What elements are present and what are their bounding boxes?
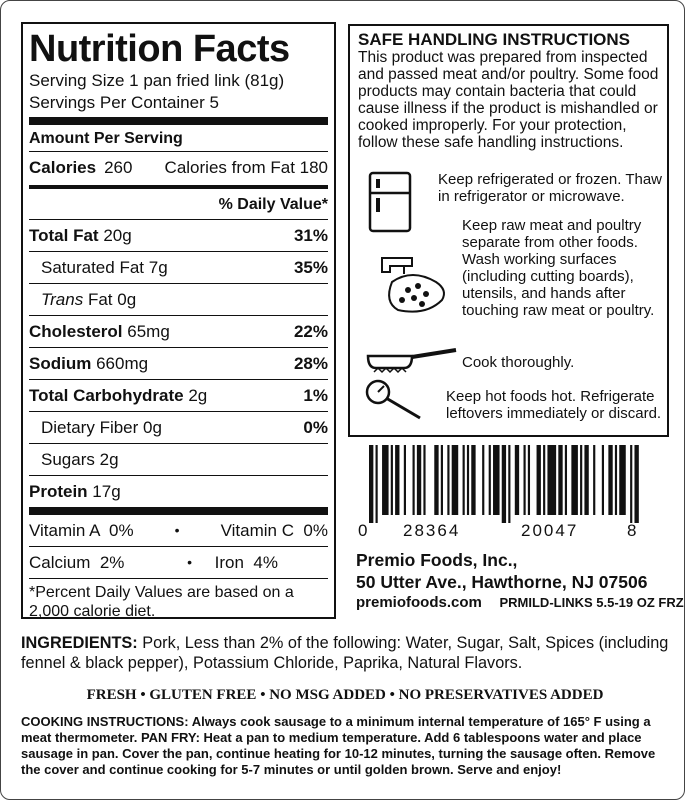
nutrient-row-sodium: [29, 347, 328, 379]
thermometer-icon: [364, 378, 424, 422]
nutrient-row-dietary-fiber: [29, 411, 328, 443]
divider: [29, 117, 328, 125]
divider: [29, 507, 328, 515]
vitamins-row: [29, 515, 328, 546]
nutrient-dv: 31%: [293, 226, 328, 245]
barcode-bar: [441, 445, 443, 515]
cooking-text-2: Heat a pan to medium temperature. Add 6 tablespoons water and place sausage in pan. Cover the pan, continue heating for 10-12 minutes, turning the sausage often. Remove the cover and continue cooking for 5-7 minutes or until golden brown. Serve and enjoy!: [21, 730, 656, 777]
calories-label: Calories: [29, 158, 97, 177]
product-claims: FRESH • GLUTEN FREE • NO MSG ADDED • NO PRESERVATIVES ADDED: [86, 687, 604, 703]
serving-size: Serving Size 1 pan fried link (81g): [29, 71, 285, 90]
ingredients: [21, 633, 669, 673]
calcium: Calcium 2%: [29, 553, 125, 572]
barcode-bar: [471, 445, 475, 515]
barcode-bar: [447, 445, 449, 515]
barcode-bar: [382, 445, 389, 515]
ingredients-label: INGREDIENTS:: [21, 634, 138, 652]
nutrient-amount: 660mg: [96, 354, 149, 373]
iron: Iron 4%: [214, 553, 278, 572]
nutrient-dv: 35%: [293, 258, 328, 277]
barcode-bar: [515, 445, 519, 515]
nutrition-facts-panel: [21, 22, 336, 619]
barcode-bar: [615, 445, 617, 515]
safe-handling-title: SAFE HANDLING INSTRUCTIONS: [358, 30, 630, 49]
barcode-bar: [404, 445, 406, 515]
ingredients-text: Pork, Less than 2% of the following: Water, Sugar, Salt, Spices (including fennel & black pepper), Potassium Chloride, Paprika, Natural Flavors.: [21, 634, 669, 672]
divider: [29, 185, 328, 189]
barcode-bar: [452, 445, 459, 515]
barcode-bar: [489, 445, 491, 515]
calories-row: [29, 151, 328, 183]
nutrient-label: Dietary Fiber: [41, 418, 139, 437]
barcode: [369, 445, 641, 523]
barcode-bar: [584, 445, 588, 515]
barcode-digits-left: 28364: [403, 521, 461, 540]
barcode-bar: [413, 445, 415, 515]
nutrient-amount: 0g: [143, 418, 162, 437]
pan-fry-label: PAN FRY:: [140, 730, 200, 745]
nutrition-title: Nutrition Facts: [29, 28, 290, 70]
nutrient-amount: 20g: [103, 226, 132, 245]
nutrient-label: Total Carbohydrate: [29, 386, 184, 405]
nutrient-label: Sugars: [41, 450, 95, 469]
nutrient-dv: 28%: [293, 354, 328, 373]
barcode-bar: [493, 445, 500, 515]
barcode-bar: [482, 445, 484, 515]
vitamin-c: Vitamin C 0%: [220, 521, 328, 540]
barcode-bar: [580, 445, 582, 515]
barcode-bar: [593, 445, 595, 515]
safe-handling-item: Keep refrigerated or frozen. Thaw in refrigerator or microwave.: [438, 171, 663, 205]
safe-handling-item: Keep raw meat and poultry separate from other foods. Wash working surfaces (including cutting boards), utensils, and hands after touching raw meat or poultry.: [462, 217, 655, 319]
nutrient-amount: 2g: [188, 386, 208, 405]
servings-per-container: Servings Per Container 5: [29, 93, 219, 112]
calories-value: 260: [104, 158, 133, 177]
nutrient-label: Total Fat: [29, 226, 99, 245]
barcode-bar: [395, 445, 399, 515]
company-info: [356, 549, 684, 613]
barcode-bar: [434, 445, 438, 515]
cooking-instructions: [21, 714, 669, 778]
barcode-bar: [565, 445, 567, 515]
nutrient-row-cholesterol: [29, 315, 328, 347]
nutrient-row-sugars: [29, 443, 328, 475]
barcode-bar: [463, 445, 465, 515]
minerals-row: [29, 546, 328, 578]
barcode-bar: [502, 445, 506, 523]
product-code: PRMILD-LINKS 5.5-19 OZ FRZ: [499, 595, 684, 610]
barcode-bar: [619, 445, 626, 515]
nutrient-label-italic: Trans: [41, 290, 84, 309]
nutrient-dv: 22%: [293, 322, 328, 341]
nutrient-label: Fat: [87, 290, 113, 309]
nutrient-row-trans-fat: [29, 283, 328, 315]
company-name: Premio Foods, Inc.,: [356, 550, 518, 570]
barcode-bar: [571, 445, 578, 515]
barcode-bar: [417, 445, 421, 515]
hand-washing-icon: [378, 248, 452, 318]
nutrient-row-total-carbohydrate: [29, 379, 328, 411]
nutrient-dv: 0%: [303, 418, 328, 437]
company-web-row: [356, 593, 684, 613]
nutrient-label: Saturated Fat: [41, 258, 145, 277]
amount-per-serving: Amount Per Serving: [29, 130, 183, 147]
footnote: *Percent Daily Values are based on a 2,000 calorie diet.: [29, 578, 328, 621]
nutrient-label: Sodium: [29, 354, 92, 373]
bullet: •: [187, 554, 192, 570]
barcode-bar: [376, 445, 378, 523]
frying-pan-icon: [364, 348, 460, 374]
barcode-bar: [528, 445, 530, 515]
cooking-text-1: Always cook sausage to a minimum internal temperature of 165° F using a meat thermometer.: [21, 714, 651, 745]
barcode-bar: [369, 445, 373, 523]
nutrient-dv: 1%: [303, 386, 328, 405]
cooking-label: COOKING INSTRUCTIONS:: [21, 714, 189, 729]
refrigerator-icon: [368, 171, 412, 233]
barcode-digit-first: 0: [358, 521, 368, 540]
vitamin-a: Vitamin A 0%: [29, 521, 134, 540]
nutrient-amount: 65mg: [127, 322, 170, 341]
barcode-bar: [391, 445, 393, 515]
safe-handling-panel: [348, 24, 669, 437]
company-website: premiofoods.com: [356, 594, 482, 611]
nutrient-amount: 7g: [148, 258, 168, 277]
barcode-bar: [537, 445, 541, 515]
barcode-bar: [634, 445, 638, 523]
safe-handling-item: Keep hot foods hot. Refrigerate leftovers immediately or discard.: [446, 388, 662, 422]
barcode-digit-last: 8: [627, 521, 637, 540]
barcode-bar: [543, 445, 545, 515]
nutrient-amount: 17g: [92, 482, 121, 501]
nutrient-row-saturated-fat: [29, 251, 328, 283]
barcode-bar: [508, 445, 510, 523]
safe-handling-intro: This product was prepared from inspected and passed meat and/or poultry. Some food products may contain bacteria that could cause illness if the product is mishandled or cooked improperly. For your protection, follow these safe handling instructions.: [358, 49, 659, 151]
safe-handling-item: Cook thoroughly.: [462, 354, 575, 371]
nutrient-row-total-fat: [29, 219, 328, 251]
daily-value-header: % Daily Value*: [218, 196, 328, 213]
barcode-bar: [630, 445, 632, 523]
barcode-bar: [547, 445, 556, 515]
barcode-bar: [602, 445, 604, 515]
company-address: 50 Utter Ave., Hawthorne, NJ 07506: [356, 572, 648, 592]
barcode-digits-right: 20047: [521, 521, 579, 540]
nutrient-row-protein: [29, 475, 328, 507]
barcode-bar: [608, 445, 612, 515]
barcode-bar: [423, 445, 425, 515]
nutrient-label: Cholesterol: [29, 322, 123, 341]
bullet: •: [174, 522, 180, 538]
nutrient-amount: 2g: [99, 450, 119, 469]
barcode-bar: [467, 445, 469, 515]
barcode-bar: [523, 445, 525, 515]
calories-from-fat: Calories from Fat 180: [164, 158, 328, 177]
nutrient-amount: 0g: [117, 290, 137, 309]
nutrient-label: Protein: [29, 482, 88, 501]
barcode-bar: [558, 445, 562, 515]
